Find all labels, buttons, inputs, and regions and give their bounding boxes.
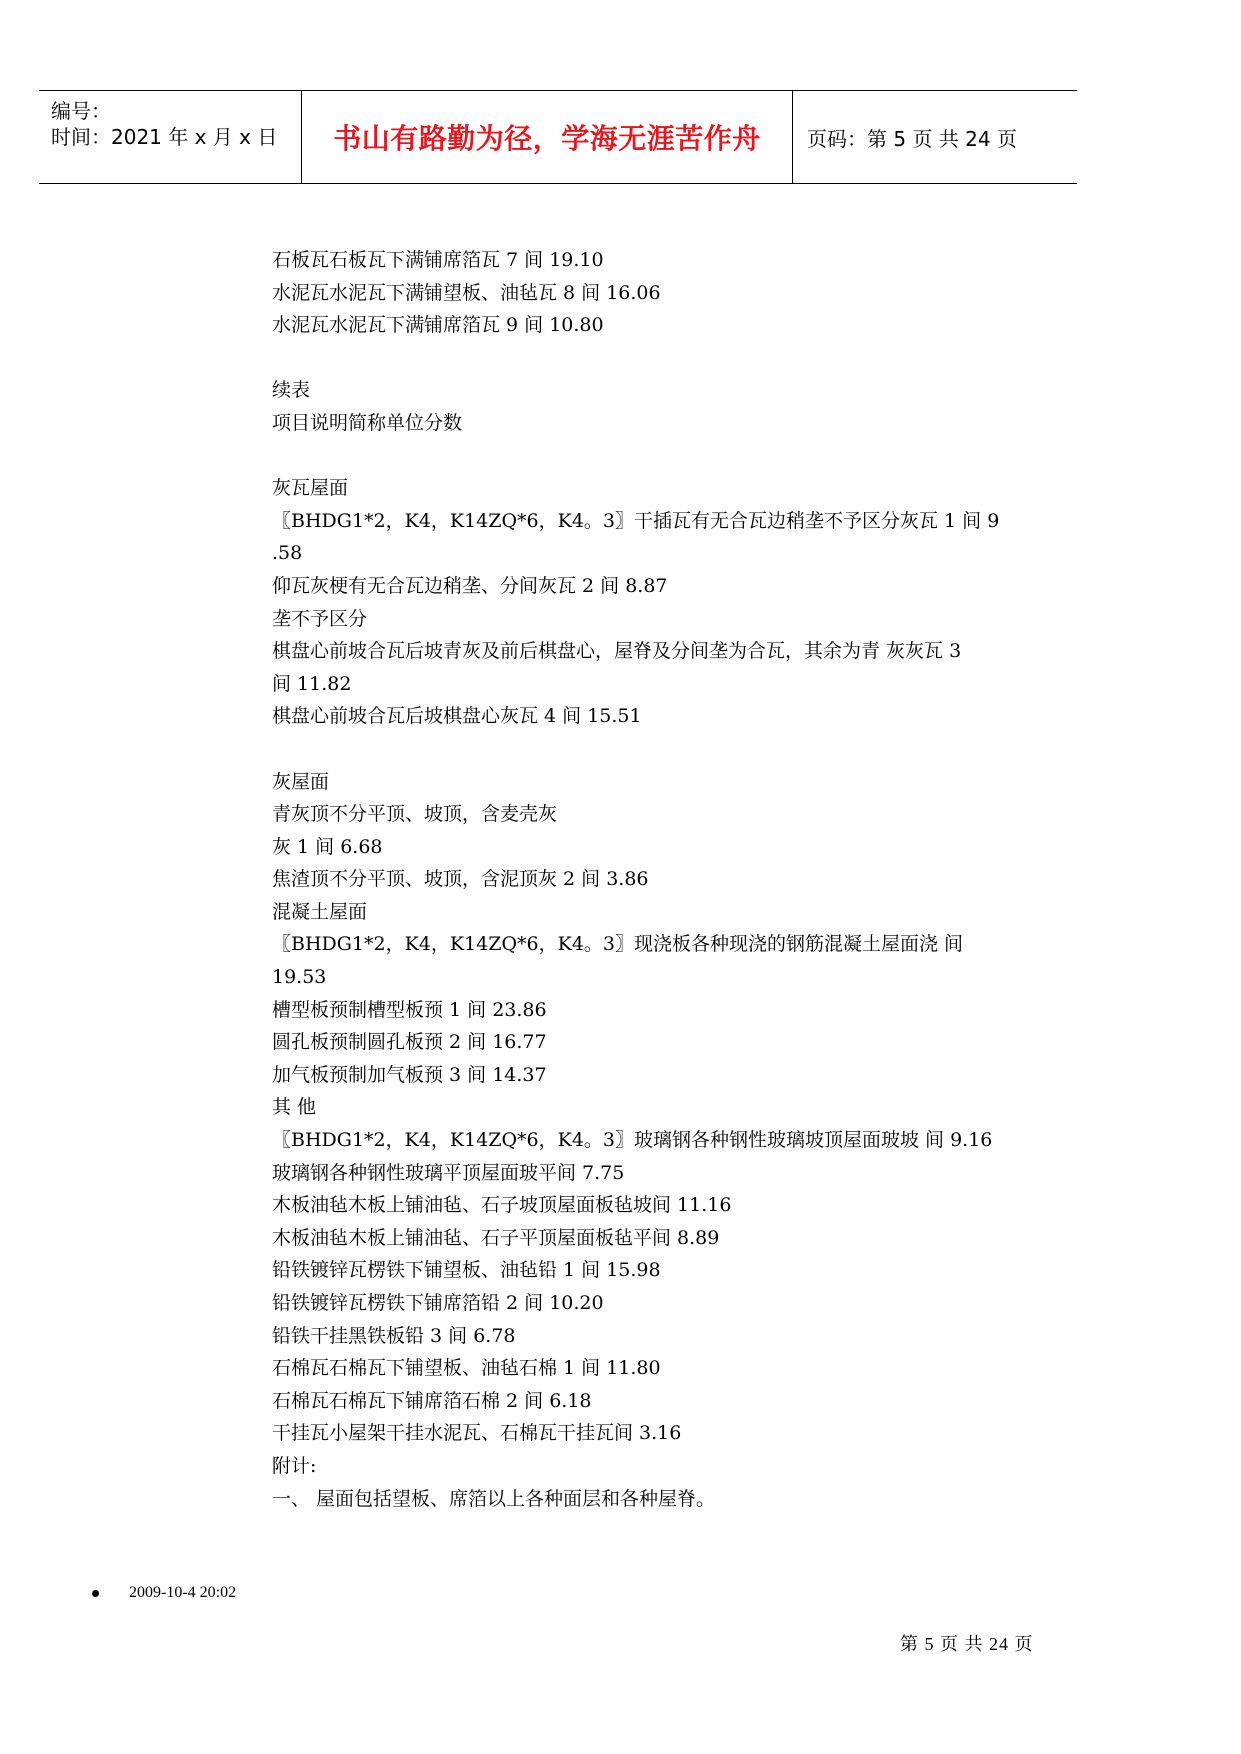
bullet-icon bbox=[92, 1590, 99, 1597]
header-page-cell bbox=[793, 91, 1077, 183]
body-line: 铅铁镀锌瓦楞铁下铺望板、油毡铅 1 间 15.98 bbox=[272, 1259, 661, 1282]
body-line: 槽型板预制槽型板预 1 间 23.86 bbox=[272, 998, 547, 1021]
footer-page-number: 第 5 页 共 24 页 bbox=[900, 1634, 1034, 1654]
document-code-label: 编号： bbox=[51, 99, 111, 123]
body-line: 石棉瓦石棉瓦下铺席箔石棉 2 间 6.18 bbox=[272, 1389, 592, 1412]
document-body bbox=[272, 244, 1072, 1515]
body-line bbox=[272, 733, 1072, 766]
body-line: .58 bbox=[272, 542, 303, 565]
body-line: 〖BHDG1*2，K4，K14ZQ*6，K4。3〗玻璃钢各种钢性玻璃坡顶屋面玻坡 间 9.16 bbox=[272, 1129, 993, 1152]
body-line: 仰瓦灰梗有无合瓦边稍垄、分间灰瓦 2 间 8.87 bbox=[272, 574, 668, 597]
body-line: 加气板预制加气板预 3 间 14.37 bbox=[272, 1063, 547, 1086]
body-line: 铅铁镀锌瓦楞铁下铺席箔铅 2 间 10.20 bbox=[272, 1292, 604, 1314]
body-line: 石板瓦石板瓦下满铺席箔瓦 7 间 19.10 bbox=[272, 249, 604, 271]
body-line: 水泥瓦水泥瓦下满铺席箔瓦 9 间 10.80 bbox=[272, 314, 604, 337]
body-line: 混凝土屋面 bbox=[272, 900, 368, 923]
body-line: 水泥瓦水泥瓦下满铺望板、油毡瓦 8 间 16.06 bbox=[272, 281, 661, 304]
footer-date-item bbox=[92, 1584, 236, 1602]
body-line: 间 11.82 bbox=[272, 672, 352, 695]
body-line: 玻璃钢各种钢性玻璃平顶屋面玻平间 7.75 bbox=[272, 1161, 625, 1184]
body-line: 铅铁干挂黑铁板铅 3 间 6.78 bbox=[272, 1324, 516, 1347]
footer-date: 2009-10-4 20:02 bbox=[129, 1584, 237, 1601]
body-line: 石棉瓦石棉瓦下铺望板、油毡石棉 1 间 11.80 bbox=[272, 1357, 661, 1380]
body-line: 灰 1 间 6.68 bbox=[272, 835, 383, 858]
body-line: 焦渣顶不分平顶、坡顶，含泥顶灰 2 间 3.86 bbox=[272, 868, 649, 891]
document-time-label: 时间：2021 年 x 月 x 日 bbox=[51, 125, 278, 149]
body-line bbox=[272, 440, 1072, 473]
body-line: 垄不予区分 bbox=[272, 607, 368, 630]
body-line: 〖BHDG1*2，K4，K14ZQ*6，K4。3〗现浇板各种现浇的钢筋混凝土屋面浇 间 bbox=[272, 933, 964, 956]
body-line: 青灰顶不分平顶、坡顶，含麦壳灰 bbox=[272, 803, 558, 826]
body-line: 附计: bbox=[272, 1454, 317, 1477]
header-motto: 书山有路勤为径，学海无涯苦作舟 bbox=[333, 122, 761, 155]
body-line bbox=[272, 342, 1072, 375]
document-header bbox=[39, 90, 1077, 184]
body-line: 棋盘心前坡合瓦后坡棋盘心灰瓦 4 间 15.51 bbox=[272, 705, 642, 728]
body-line: 灰屋面 bbox=[272, 770, 330, 793]
body-line: 其 他 bbox=[272, 1096, 317, 1119]
body-line: 圆孔板预制圆孔板预 2 间 16.77 bbox=[272, 1031, 547, 1054]
body-line: 木板油毡木板上铺油毡、石子坡顶屋面板毡坡间 11.16 bbox=[272, 1194, 732, 1217]
body-line: 木板油毡木板上铺油毡、石子平顶屋面板毡平间 8.89 bbox=[272, 1226, 720, 1249]
header-page-info: 页码：第 5 页 共 24 页 bbox=[807, 126, 1017, 151]
header-meta-cell bbox=[39, 91, 301, 183]
body-line: 项目说明简称单位分数 bbox=[272, 411, 463, 434]
body-line: 19.53 bbox=[272, 966, 327, 989]
body-line: 干挂瓦小屋架干挂水泥瓦、石棉瓦干挂瓦间 3.16 bbox=[272, 1422, 682, 1445]
body-line: 一、 屋面包括望板、席箔以上各种面层和各种屋脊。 bbox=[272, 1487, 716, 1510]
body-line: 〖BHDG1*2，K4，K14ZQ*6，K4。3〗干插瓦有无合瓦边稍垄不予区分灰瓦 1 间 9 bbox=[272, 509, 1000, 532]
body-line: 续表 bbox=[272, 379, 311, 402]
body-line: 棋盘心前坡合瓦后坡青灰及前后棋盘心，屋脊及分间垄为合瓦，其余为青 灰灰瓦 3 bbox=[272, 640, 962, 663]
header-motto-cell bbox=[301, 91, 793, 183]
body-line: 灰瓦屋面 bbox=[272, 477, 349, 500]
